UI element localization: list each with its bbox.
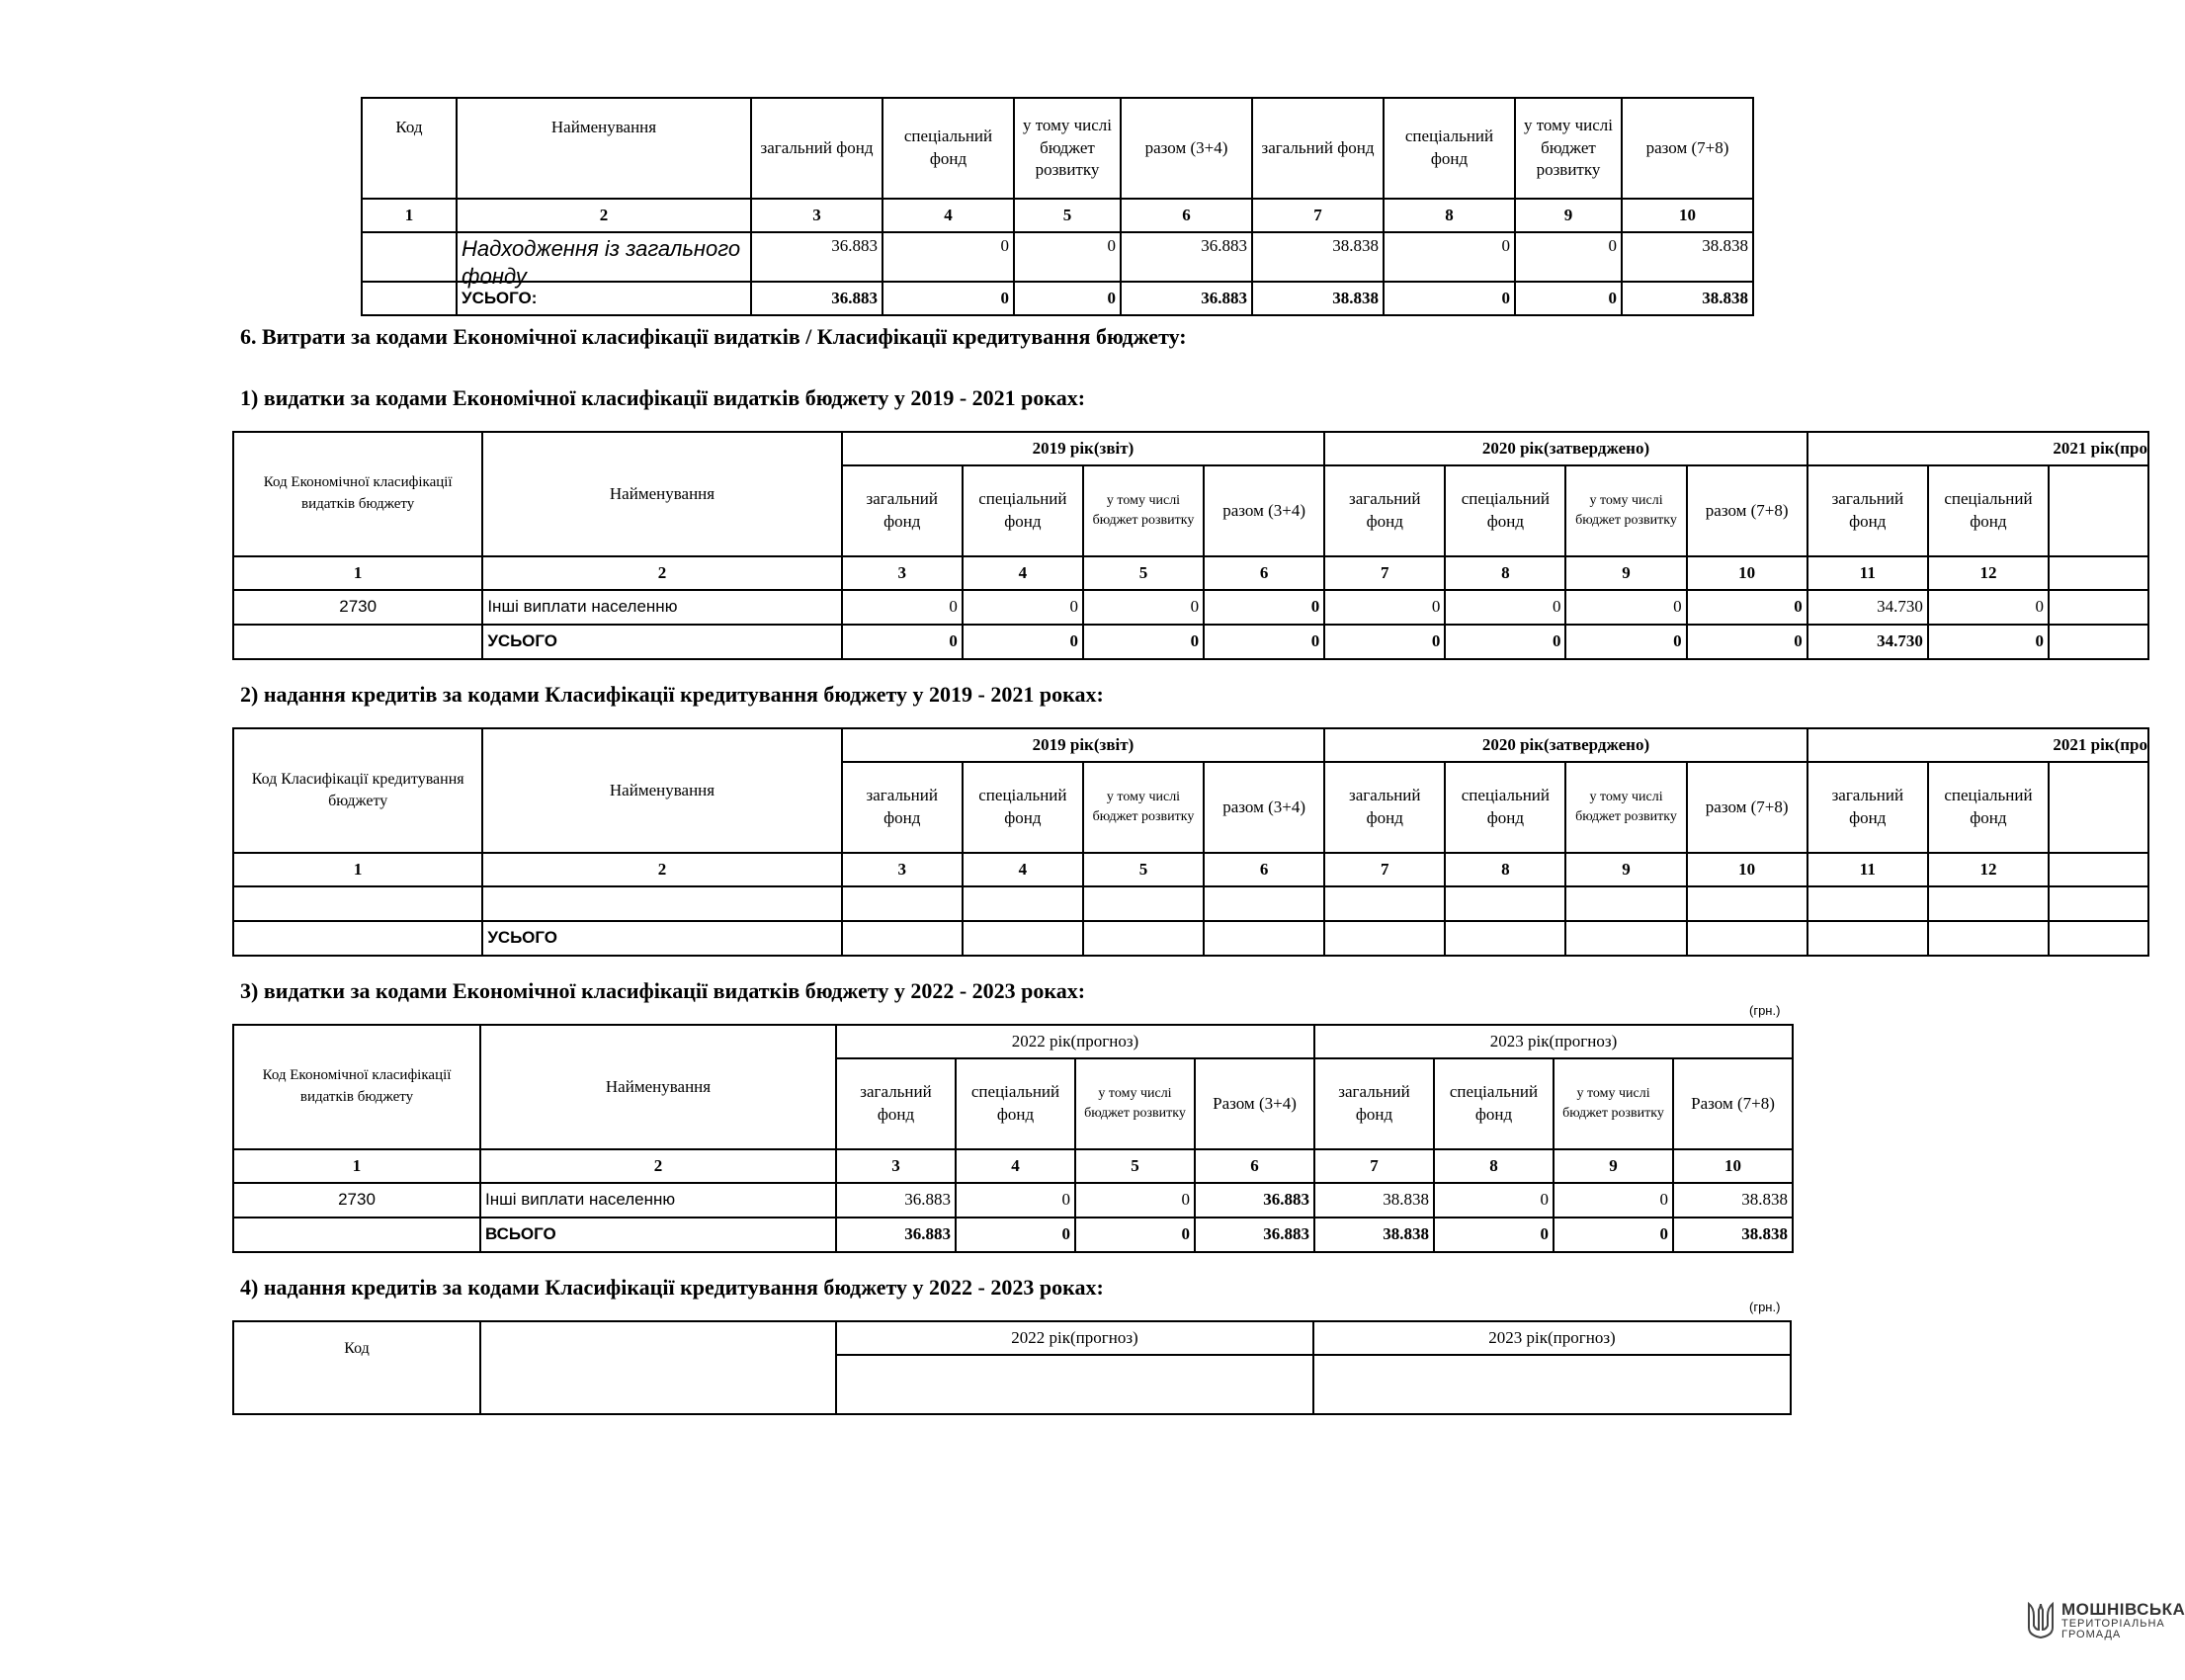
logo-line3: ГРОМАДА [2061, 1629, 2122, 1641]
col-number: 10 [1622, 199, 1753, 232]
year-2020-header: 2020 рік(затверджено) [1324, 432, 1807, 465]
col-number: 5 [1075, 1149, 1195, 1183]
name-col-header: Найменування [482, 432, 841, 556]
fund-header: у тому числі бюджет розвитку [1565, 762, 1686, 853]
col-number: 1 [362, 199, 457, 232]
empty-cell [1928, 886, 2049, 921]
value-cell: 0 [1565, 590, 1686, 625]
total-cell: 0 [1928, 625, 2049, 659]
col-number: 4 [956, 1149, 1075, 1183]
col-number [2049, 556, 2148, 590]
col-header: разом (7+8) [1622, 98, 1753, 199]
col-number: 8 [1434, 1149, 1554, 1183]
name-col-header: Найменування [480, 1025, 836, 1149]
value-cell: 0 [1075, 1183, 1195, 1218]
total-label: УСЬОГО [482, 625, 841, 659]
value-cell: 0 [956, 1183, 1075, 1218]
total-cell: 0 [1384, 282, 1515, 315]
fund-header: загальний фонд [842, 465, 963, 556]
empty-cell [1687, 921, 1807, 956]
total-cell: 38.838 [1252, 282, 1384, 315]
code-cell [362, 232, 457, 282]
code-col-header: Код Класифікації кредитування бюджету [233, 728, 482, 853]
fund-header: спеціальний фонд [1445, 465, 1565, 556]
col-number: 9 [1554, 1149, 1673, 1183]
fund-header: у тому числі бюджет розвитку [1554, 1058, 1673, 1149]
col-number: 3 [836, 1149, 956, 1183]
total-cell: 34.730 [1807, 625, 1928, 659]
total-cell: 38.838 [1673, 1218, 1793, 1252]
col-number: 12 [1928, 556, 2049, 590]
value-cell: 0 [1014, 232, 1121, 282]
value-cell: 36.883 [1195, 1183, 1314, 1218]
total-cell: 0 [1687, 625, 1807, 659]
name-cell [457, 232, 751, 289]
fund-header [836, 1355, 1313, 1414]
subsection-2-heading: 2) надання кредитів за кодами Класифікації кредитування бюджету у 2019 - 2021 роках: [240, 682, 1104, 707]
col-number: 8 [1384, 199, 1515, 232]
empty-cell [1083, 886, 1204, 921]
fund-header: загальний фонд [1324, 762, 1445, 853]
fund-header: спеціальний фонд [963, 465, 1083, 556]
empty-cell [2049, 886, 2148, 921]
name-cell: Інші виплати населенню [480, 1183, 836, 1218]
col-number: 6 [1204, 556, 1324, 590]
year-header-row [233, 1321, 1791, 1355]
year-2019-header: 2019 рік(звіт) [842, 728, 1325, 762]
col-number: 2 [480, 1149, 836, 1183]
fund-header [2049, 465, 2148, 556]
empty-cell [1445, 886, 1565, 921]
code-cell: 2730 [233, 1183, 480, 1218]
year-2023-header: 2023 рік(прогноз) [1313, 1321, 1791, 1355]
col-number: 11 [1807, 853, 1928, 886]
empty-cell [1565, 921, 1686, 956]
total-row [233, 625, 2148, 659]
total-row [233, 1218, 1793, 1252]
logo-name: МОШНІВСЬКА [2061, 1600, 2185, 1619]
col-header: у тому числі бюджет розвитку [1014, 98, 1121, 199]
empty-cell [1807, 921, 1928, 956]
empty-cell [1687, 886, 1807, 921]
col-header: спеціальний фонд [882, 98, 1014, 199]
income-table [361, 97, 1754, 316]
fund-header: разом (7+8) [1687, 762, 1807, 853]
total-cell [2049, 625, 2148, 659]
col-header: у тому числі бюджет розвитку [1515, 98, 1622, 199]
col-number: 10 [1687, 853, 1807, 886]
table-row [233, 590, 2148, 625]
year-2022-header: 2022 рік(прогноз) [836, 1025, 1314, 1058]
fund-header: у тому числі бюджет розвитку [1565, 465, 1686, 556]
empty-cell [842, 921, 963, 956]
col-number: 3 [842, 556, 963, 590]
credits-2022-2023-table [232, 1320, 1792, 1415]
col-number: 11 [1807, 556, 1928, 590]
value-cell: 0 [1928, 590, 2049, 625]
year-2020-header: 2020 рік(затверджено) [1324, 728, 1807, 762]
total-label: ВСЬОГО [480, 1218, 836, 1252]
year-2023-header: 2023 рік(прогноз) [1314, 1025, 1793, 1058]
name-col-header: Найменування [482, 728, 841, 853]
fund-header: загальний фонд [1807, 762, 1928, 853]
col-number: 4 [963, 853, 1083, 886]
fund-header: у тому числі бюджет розвитку [1083, 465, 1204, 556]
col-name-header: Найменування [457, 98, 751, 199]
empty-cell [1445, 921, 1565, 956]
value-cell [2049, 590, 2148, 625]
subsection-3-heading: 3) видатки за кодами Економічної класифікації видатків бюджету у 2022 - 2023 роках: [240, 978, 1086, 1003]
col-number: 7 [1324, 556, 1445, 590]
year-header-row [233, 432, 2148, 465]
code-cell: 2730 [233, 590, 482, 625]
total-cell: 36.883 [1195, 1218, 1314, 1252]
col-number: 6 [1195, 1149, 1314, 1183]
expenses-2022-2023-table [232, 1024, 1794, 1253]
fund-header: спеціальний фонд [956, 1058, 1075, 1149]
fund-header: разом (7+8) [1687, 465, 1807, 556]
total-cell: 0 [1075, 1218, 1195, 1252]
total-row [233, 921, 2148, 956]
value-cell: 0 [842, 590, 963, 625]
value-cell: 0 [1554, 1183, 1673, 1218]
value-cell: 36.883 [1121, 232, 1252, 282]
total-cell: 36.883 [1121, 282, 1252, 315]
fund-header: загальний фонд [1314, 1058, 1434, 1149]
col-number: 1 [233, 1149, 480, 1183]
empty-cell [1324, 886, 1445, 921]
value-cell: 0 [1384, 232, 1515, 282]
credits-2022-2023-clip [232, 1320, 1794, 1356]
col-number: 6 [1121, 199, 1252, 232]
empty-cell [1083, 921, 1204, 956]
col-number: 4 [963, 556, 1083, 590]
code-col-header: Код Економічної класифікації видатків бюджету [233, 432, 482, 556]
value-cell: 0 [1204, 590, 1324, 625]
fund-header: разом (3+4) [1204, 762, 1324, 853]
year-2022-header: 2022 рік(прогноз) [836, 1321, 1313, 1355]
credits-2019-2021-clip [232, 727, 2147, 961]
empty-cell [1565, 886, 1686, 921]
value-cell: 34.730 [1807, 590, 1928, 625]
trident-icon [2026, 1602, 2056, 1639]
logo-text [2061, 1601, 2185, 1641]
year-header-row [233, 728, 2148, 762]
value-cell: 0 [1434, 1183, 1554, 1218]
value-cell: 0 [882, 232, 1014, 282]
code-col-header: Код Економічної класифікації видатків бюджету [233, 1025, 480, 1149]
number-row [233, 556, 2148, 590]
total-cell: 36.883 [836, 1218, 956, 1252]
fund-header: спеціальний фонд [963, 762, 1083, 853]
col-header: загальний фонд [1252, 98, 1384, 199]
col-number: 6 [1204, 853, 1324, 886]
value-cell: 0 [1515, 232, 1622, 282]
col-number [2049, 853, 2148, 886]
col-code-header: Код [362, 98, 457, 199]
table-row [233, 886, 2148, 921]
col-header: загальний фонд [751, 98, 882, 199]
logo-line2: ТЕРИТОРІАЛЬНА [2061, 1617, 2165, 1630]
value-cell: 0 [1083, 590, 1204, 625]
col-number: 12 [1928, 853, 2049, 886]
col-header: спеціальний фонд [1384, 98, 1515, 199]
col-number: 4 [882, 199, 1014, 232]
col-number: 10 [1687, 556, 1807, 590]
empty-cell [963, 921, 1083, 956]
total-cell: 0 [1014, 282, 1121, 315]
total-cell: 0 [842, 625, 963, 659]
expenses-2019-2021-clip [232, 431, 2147, 664]
empty-cell [2049, 921, 2148, 956]
value-cell: 38.838 [1314, 1183, 1434, 1218]
year-2019-header: 2019 рік(звіт) [842, 432, 1325, 465]
col-header: разом (3+4) [1121, 98, 1252, 199]
col-number: 9 [1515, 199, 1622, 232]
col-number: 10 [1673, 1149, 1793, 1183]
total-cell: 0 [956, 1218, 1075, 1252]
total-cell: 36.883 [751, 282, 882, 315]
fund-header: Разом (7+8) [1673, 1058, 1793, 1149]
empty-cell [482, 886, 841, 921]
income-table-clip [361, 99, 1754, 324]
number-row [233, 1149, 1793, 1183]
subsection-4-heading: 4) надання кредитів за кодами Класифікації кредитування бюджету у 2022 - 2023 роках: [240, 1275, 1104, 1300]
col-number: 3 [842, 853, 963, 886]
fund-header: загальний фонд [836, 1058, 956, 1149]
total-cell: 0 [1445, 625, 1565, 659]
total-cell: 0 [1083, 625, 1204, 659]
income-total-row [362, 282, 1753, 315]
fund-header: загальний фонд [1807, 465, 1928, 556]
empty-cell [1928, 921, 2049, 956]
community-logo [2026, 1601, 2185, 1641]
col-number: 5 [1083, 853, 1204, 886]
col-number: 9 [1565, 853, 1686, 886]
col-number: 1 [233, 556, 482, 590]
col-number: 5 [1014, 199, 1121, 232]
col-number: 9 [1565, 556, 1686, 590]
col-number: 2 [482, 853, 841, 886]
code-cell [362, 282, 457, 315]
year-header-row [233, 1025, 1793, 1058]
total-cell: 0 [882, 282, 1014, 315]
col-number: 2 [482, 556, 841, 590]
year-2021-header: 2021 рік(про [1807, 728, 2148, 762]
col-number: 7 [1324, 853, 1445, 886]
total-cell: 0 [1565, 625, 1686, 659]
col-number: 2 [457, 199, 751, 232]
value-cell: 38.838 [1673, 1183, 1793, 1218]
col-number: 8 [1445, 556, 1565, 590]
income-number-row [362, 199, 1753, 232]
code-cell [233, 1218, 480, 1252]
income-header-row [362, 98, 1753, 199]
section-6-heading: 6. Витрати за кодами Економічної класифікації видатків / Класифікації кредитування бюджету: [240, 324, 1187, 349]
total-label: УСЬОГО: [457, 282, 751, 315]
total-label: УСЬОГО [482, 921, 841, 956]
col-number: 7 [1252, 199, 1384, 232]
total-cell: 38.838 [1314, 1218, 1434, 1252]
fund-header: спеціальний фонд [1928, 465, 2049, 556]
total-cell: 0 [1515, 282, 1622, 315]
credits-2019-2021-table [232, 727, 2149, 957]
col-number: 5 [1083, 556, 1204, 590]
value-cell: 38.838 [1252, 232, 1384, 282]
empty-cell [842, 886, 963, 921]
total-cell: 38.838 [1622, 282, 1753, 315]
col-number: 3 [751, 199, 882, 232]
empty-cell [1324, 921, 1445, 956]
table-row [233, 1183, 1793, 1218]
unit-label: (грн.) [1749, 1300, 1781, 1314]
fund-header: загальний фонд [842, 762, 963, 853]
unit-label: (грн.) [1749, 1003, 1781, 1018]
col-number: 1 [233, 853, 482, 886]
empty-cell [1807, 886, 1928, 921]
empty-cell [233, 886, 482, 921]
fund-header: загальний фонд [1324, 465, 1445, 556]
fund-header: спеціальний фонд [1434, 1058, 1554, 1149]
subsection-1-heading: 1) видатки за кодами Економічної класифікації видатків бюджету у 2019 - 2021 роках: [240, 385, 1086, 410]
code-cell [233, 625, 482, 659]
name-col-header [480, 1321, 836, 1414]
value-cell: 0 [1445, 590, 1565, 625]
value-cell: 36.883 [751, 232, 882, 282]
income-source-name: Надходження із загального фонду [462, 236, 741, 289]
col-number: 7 [1314, 1149, 1434, 1183]
value-cell: 36.883 [836, 1183, 956, 1218]
number-row [233, 853, 2148, 886]
fund-header [1313, 1355, 1791, 1414]
value-cell: 0 [963, 590, 1083, 625]
income-data-row [362, 232, 1753, 282]
fund-header: спеціальний фонд [1445, 762, 1565, 853]
empty-cell [963, 886, 1083, 921]
empty-cell [1204, 921, 1324, 956]
total-cell: 0 [963, 625, 1083, 659]
empty-cell [233, 921, 482, 956]
fund-header [2049, 762, 2148, 853]
col-number: 8 [1445, 853, 1565, 886]
name-cell: Інші виплати населенню [482, 590, 841, 625]
fund-header: Разом (3+4) [1195, 1058, 1314, 1149]
fund-header: спеціальний фонд [1928, 762, 2049, 853]
fund-header: разом (3+4) [1204, 465, 1324, 556]
total-cell: 0 [1434, 1218, 1554, 1252]
fund-header: у тому числі бюджет розвитку [1075, 1058, 1195, 1149]
expenses-2019-2021-table [232, 431, 2149, 660]
total-cell: 0 [1324, 625, 1445, 659]
code-col-header: Код [233, 1321, 480, 1414]
year-2021-header: 2021 рік(про [1807, 432, 2148, 465]
value-cell: 0 [1687, 590, 1807, 625]
empty-cell [1204, 886, 1324, 921]
fund-header: у тому числі бюджет розвитку [1083, 762, 1204, 853]
total-cell: 0 [1554, 1218, 1673, 1252]
total-cell: 0 [1204, 625, 1324, 659]
value-cell: 0 [1324, 590, 1445, 625]
value-cell: 38.838 [1622, 232, 1753, 282]
